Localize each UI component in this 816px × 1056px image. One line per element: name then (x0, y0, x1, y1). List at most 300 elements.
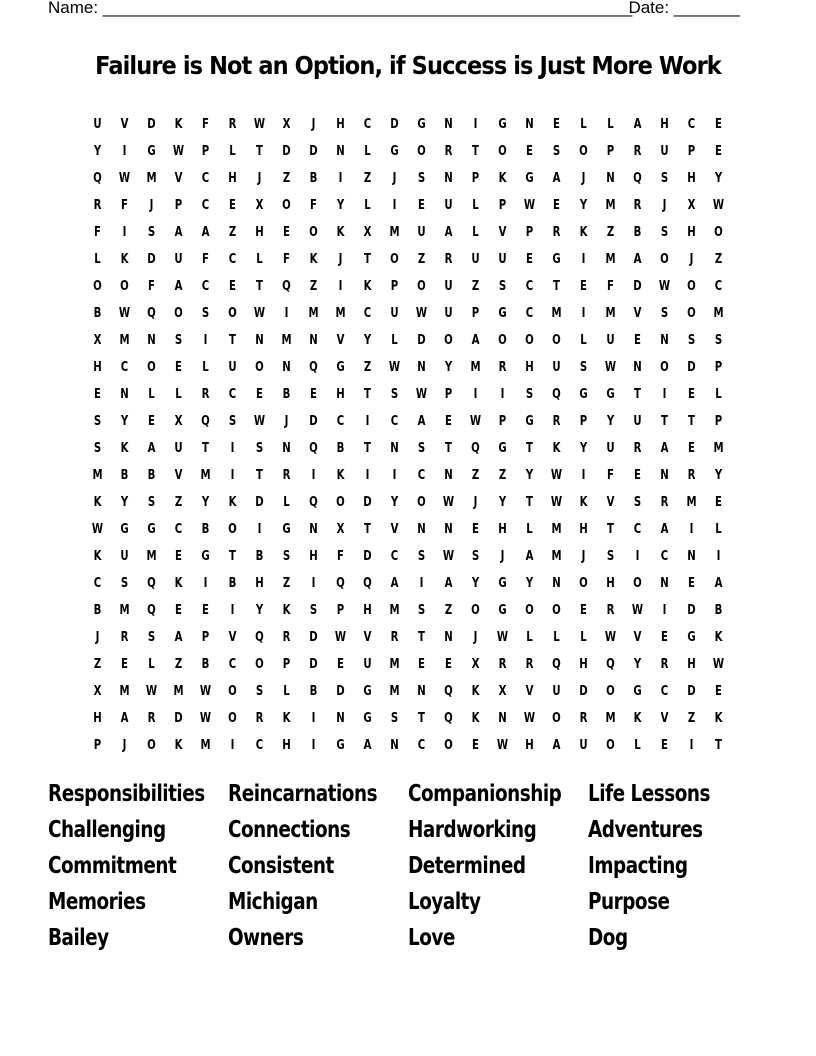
grid-letter[interactable]: N (660, 576, 669, 591)
grid-letter[interactable]: O (660, 360, 669, 375)
grid-letter[interactable]: M (308, 306, 319, 321)
grid-letter[interactable]: I (473, 387, 478, 402)
grid-letter[interactable]: C (174, 522, 183, 537)
grid-letter[interactable]: W (334, 630, 347, 645)
grid-letter[interactable]: A (147, 441, 156, 456)
grid-letter[interactable]: K (282, 603, 291, 618)
grid-letter[interactable]: R (282, 468, 291, 483)
grid-letter[interactable]: U (552, 360, 561, 375)
grid-letter[interactable]: A (660, 441, 669, 456)
grid-letter[interactable]: V (174, 171, 183, 186)
grid-letter[interactable]: C (417, 738, 426, 753)
grid-letter[interactable]: I (662, 603, 667, 618)
grid-letter[interactable]: W (604, 360, 617, 375)
grid-letter[interactable]: T (472, 144, 479, 159)
grid-letter[interactable]: B (714, 603, 723, 618)
grid-letter[interactable]: S (93, 414, 102, 429)
grid-letter[interactable]: T (661, 414, 668, 429)
grid-letter[interactable]: E (688, 387, 695, 402)
grid-letter[interactable]: H (525, 360, 534, 375)
grid-letter[interactable]: K (714, 711, 723, 726)
grid-letter[interactable]: W (442, 549, 455, 564)
grid-letter[interactable]: Q (336, 576, 345, 591)
grid-letter[interactable]: Z (687, 711, 696, 726)
grid-letter[interactable]: I (122, 144, 127, 159)
grid-letter[interactable]: U (444, 198, 453, 213)
grid-letter[interactable]: Z (471, 279, 480, 294)
grid-letter[interactable]: Q (606, 657, 615, 672)
grid-letter[interactable]: K (471, 711, 480, 726)
grid-letter[interactable]: N (660, 333, 669, 348)
grid-letter[interactable]: H (687, 225, 696, 240)
grid-letter[interactable]: Y (336, 198, 345, 213)
grid-letter[interactable]: W (415, 387, 428, 402)
grid-letter[interactable]: M (389, 657, 400, 672)
grid-letter[interactable]: N (444, 468, 453, 483)
grid-letter[interactable]: G (336, 738, 345, 753)
grid-letter[interactable]: K (363, 279, 372, 294)
grid-letter[interactable]: H (687, 657, 696, 672)
grid-letter[interactable]: S (660, 225, 669, 240)
grid-letter[interactable]: P (714, 414, 723, 429)
grid-letter[interactable]: V (633, 630, 642, 645)
grid-letter[interactable]: K (336, 468, 345, 483)
grid-letter[interactable]: V (228, 630, 237, 645)
grid-letter[interactable]: S (282, 549, 291, 564)
grid-letter[interactable]: S (255, 441, 264, 456)
grid-letter[interactable]: O (552, 333, 561, 348)
grid-letter[interactable]: K (498, 171, 507, 186)
grid-letter[interactable]: H (363, 603, 372, 618)
grid-letter[interactable]: V (174, 468, 183, 483)
grid-letter[interactable]: C (714, 279, 723, 294)
grid-letter[interactable]: O (147, 738, 156, 753)
grid-letter[interactable]: N (444, 630, 453, 645)
grid-letter[interactable]: L (364, 198, 371, 213)
grid-letter[interactable]: X (687, 198, 696, 213)
grid-letter[interactable]: U (606, 441, 615, 456)
grid-letter[interactable]: S (714, 333, 723, 348)
grid-letter[interactable]: E (553, 117, 560, 132)
grid-letter[interactable]: K (552, 441, 561, 456)
grid-letter[interactable]: E (661, 630, 668, 645)
grid-letter[interactable]: S (201, 306, 210, 321)
grid-letter[interactable]: K (228, 495, 237, 510)
grid-letter[interactable]: C (363, 117, 372, 132)
grid-letter[interactable]: J (338, 252, 343, 267)
grid-letter[interactable]: Q (309, 441, 318, 456)
grid-letter[interactable]: B (633, 225, 642, 240)
name-line[interactable]: Name: ________________________________________________________ (48, 0, 633, 17)
grid-letter[interactable]: M (470, 360, 481, 375)
grid-letter[interactable]: L (715, 522, 722, 537)
grid-letter[interactable]: Q (282, 279, 291, 294)
grid-letter[interactable]: M (146, 549, 157, 564)
grid-letter[interactable]: M (605, 198, 616, 213)
grid-letter[interactable]: O (228, 306, 237, 321)
grid-letter[interactable]: R (444, 144, 453, 159)
grid-letter[interactable]: O (687, 279, 696, 294)
grid-letter[interactable]: G (390, 144, 399, 159)
grid-letter[interactable]: D (633, 279, 642, 294)
grid-letter[interactable]: S (687, 333, 696, 348)
grid-letter[interactable]: N (120, 387, 129, 402)
grid-letter[interactable]: K (93, 549, 102, 564)
grid-letter[interactable]: D (282, 144, 291, 159)
grid-letter[interactable]: N (309, 333, 318, 348)
grid-letter[interactable]: G (606, 387, 615, 402)
grid-letter[interactable]: J (581, 549, 586, 564)
grid-letter[interactable]: H (336, 117, 345, 132)
grid-letter[interactable]: S (390, 711, 399, 726)
grid-letter[interactable]: P (687, 144, 696, 159)
grid-letter[interactable]: A (390, 576, 399, 591)
grid-letter[interactable]: D (309, 144, 318, 159)
grid-letter[interactable]: Z (228, 225, 237, 240)
grid-letter[interactable]: Q (147, 306, 156, 321)
grid-letter[interactable]: L (283, 495, 290, 510)
grid-letter[interactable]: C (255, 738, 264, 753)
grid-letter[interactable]: E (445, 414, 452, 429)
grid-letter[interactable]: E (661, 738, 668, 753)
grid-letter[interactable]: I (662, 387, 667, 402)
grid-letter[interactable]: F (202, 252, 209, 267)
grid-letter[interactable]: P (444, 387, 453, 402)
grid-letter[interactable]: J (149, 198, 154, 213)
grid-letter[interactable]: I (689, 738, 694, 753)
grid-letter[interactable]: G (498, 306, 507, 321)
grid-letter[interactable]: L (553, 630, 560, 645)
grid-letter[interactable]: X (471, 657, 480, 672)
grid-letter[interactable]: U (444, 306, 453, 321)
grid-letter[interactable]: N (417, 684, 426, 699)
grid-letter[interactable]: A (120, 711, 129, 726)
grid-letter[interactable]: N (417, 360, 426, 375)
grid-letter[interactable]: O (228, 522, 237, 537)
grid-letter[interactable]: E (715, 117, 722, 132)
grid-letter[interactable]: O (687, 306, 696, 321)
grid-letter[interactable]: Y (579, 441, 588, 456)
grid-letter[interactable]: D (309, 414, 318, 429)
grid-letter[interactable]: X (174, 414, 183, 429)
grid-letter[interactable]: M (119, 333, 130, 348)
grid-letter[interactable]: M (686, 495, 697, 510)
grid-letter[interactable]: X (93, 684, 102, 699)
grid-letter[interactable]: I (419, 576, 424, 591)
grid-letter[interactable]: Y (633, 657, 642, 672)
grid-letter[interactable]: I (689, 522, 694, 537)
grid-letter[interactable]: Y (714, 468, 723, 483)
grid-letter[interactable]: R (633, 198, 642, 213)
grid-letter[interactable]: R (228, 117, 237, 132)
grid-letter[interactable]: O (228, 711, 237, 726)
grid-letter[interactable]: S (309, 603, 318, 618)
grid-letter[interactable]: M (389, 225, 400, 240)
grid-letter[interactable]: W (712, 657, 725, 672)
grid-letter[interactable]: R (498, 360, 507, 375)
grid-letter[interactable]: O (606, 684, 615, 699)
grid-letter[interactable]: N (552, 576, 561, 591)
grid-letter[interactable]: H (255, 576, 264, 591)
grid-letter[interactable]: G (363, 684, 372, 699)
grid-letter[interactable]: A (444, 576, 453, 591)
grid-letter[interactable]: N (525, 117, 534, 132)
grid-letter[interactable]: E (94, 387, 101, 402)
grid-letter[interactable]: B (201, 657, 210, 672)
grid-letter[interactable]: T (364, 387, 371, 402)
grid-letter[interactable]: V (606, 495, 615, 510)
grid-letter[interactable]: G (525, 414, 534, 429)
grid-letter[interactable]: S (633, 495, 642, 510)
grid-letter[interactable]: M (389, 684, 400, 699)
grid-letter[interactable]: Q (471, 441, 480, 456)
grid-letter[interactable]: Q (93, 171, 102, 186)
grid-letter[interactable]: Z (471, 468, 480, 483)
grid-letter[interactable]: E (418, 657, 425, 672)
grid-letter[interactable]: T (607, 522, 614, 537)
grid-letter[interactable]: S (93, 441, 102, 456)
grid-letter[interactable]: S (660, 306, 669, 321)
grid-letter[interactable]: R (633, 441, 642, 456)
grid-letter[interactable]: S (552, 144, 561, 159)
grid-letter[interactable]: O (552, 603, 561, 618)
grid-letter[interactable]: Y (93, 144, 102, 159)
grid-letter[interactable]: T (256, 144, 263, 159)
grid-letter[interactable]: E (472, 522, 479, 537)
grid-letter[interactable]: I (635, 549, 640, 564)
grid-letter[interactable]: D (147, 252, 156, 267)
grid-letter[interactable]: W (523, 198, 536, 213)
grid-letter[interactable]: L (580, 117, 587, 132)
grid-letter[interactable]: C (201, 279, 210, 294)
grid-letter[interactable]: X (282, 117, 291, 132)
grid-letter[interactable]: A (714, 576, 723, 591)
grid-letter[interactable]: U (228, 360, 237, 375)
grid-letter[interactable]: J (473, 630, 478, 645)
grid-letter[interactable]: E (580, 279, 587, 294)
grid-letter[interactable]: T (229, 549, 236, 564)
grid-letter[interactable]: O (444, 333, 453, 348)
grid-letter[interactable]: A (363, 738, 372, 753)
grid-letter[interactable]: V (336, 333, 345, 348)
grid-letter[interactable]: O (120, 279, 129, 294)
grid-letter[interactable]: Z (174, 657, 183, 672)
grid-letter[interactable]: Y (579, 198, 588, 213)
grid-letter[interactable]: M (713, 441, 724, 456)
grid-letter[interactable]: G (687, 630, 696, 645)
grid-letter[interactable]: I (311, 468, 316, 483)
grid-letter[interactable]: Z (363, 360, 372, 375)
grid-letter[interactable]: J (662, 198, 667, 213)
grid-letter[interactable]: P (498, 198, 507, 213)
grid-letter[interactable]: O (633, 576, 642, 591)
grid-letter[interactable]: W (388, 360, 401, 375)
grid-letter[interactable]: Q (147, 576, 156, 591)
grid-letter[interactable]: J (284, 414, 289, 429)
grid-letter[interactable]: E (202, 603, 209, 618)
grid-letter[interactable]: D (174, 711, 183, 726)
grid-letter[interactable]: W (253, 117, 266, 132)
grid-letter[interactable]: D (336, 684, 345, 699)
grid-letter[interactable]: X (363, 225, 372, 240)
grid-letter[interactable]: V (390, 522, 399, 537)
grid-letter[interactable]: T (526, 441, 533, 456)
grid-letter[interactable]: M (119, 603, 130, 618)
grid-letter[interactable]: M (605, 711, 616, 726)
grid-letter[interactable]: L (364, 144, 371, 159)
grid-letter[interactable]: U (417, 225, 426, 240)
grid-letter[interactable]: S (120, 576, 129, 591)
grid-letter[interactable]: F (607, 468, 614, 483)
grid-letter[interactable]: T (715, 738, 722, 753)
grid-letter[interactable]: I (338, 279, 343, 294)
grid-letter[interactable]: J (392, 171, 397, 186)
grid-letter[interactable]: O (525, 603, 534, 618)
grid-letter[interactable]: T (526, 495, 533, 510)
grid-letter[interactable]: J (689, 252, 694, 267)
grid-letter[interactable]: Y (120, 414, 129, 429)
grid-letter[interactable]: R (552, 414, 561, 429)
grid-letter[interactable]: C (525, 279, 534, 294)
grid-letter[interactable]: H (93, 711, 102, 726)
grid-letter[interactable]: J (311, 117, 316, 132)
grid-letter[interactable]: K (579, 495, 588, 510)
grid-letter[interactable]: U (174, 441, 183, 456)
grid-letter[interactable]: S (417, 549, 426, 564)
grid-letter[interactable]: E (634, 468, 641, 483)
grid-letter[interactable]: R (498, 657, 507, 672)
grid-letter[interactable]: N (282, 360, 291, 375)
grid-letter[interactable]: D (579, 684, 588, 699)
grid-letter[interactable]: E (553, 198, 560, 213)
grid-letter[interactable]: L (607, 117, 614, 132)
grid-letter[interactable]: O (714, 225, 723, 240)
grid-letter[interactable]: L (229, 144, 236, 159)
grid-letter[interactable]: M (713, 306, 724, 321)
grid-letter[interactable]: F (148, 279, 155, 294)
grid-letter[interactable]: R (147, 711, 156, 726)
grid-letter[interactable]: K (93, 495, 102, 510)
grid-letter[interactable]: C (390, 414, 399, 429)
grid-letter[interactable]: O (606, 738, 615, 753)
grid-letter[interactable]: R (201, 387, 210, 402)
grid-letter[interactable]: I (365, 414, 370, 429)
grid-letter[interactable]: V (525, 684, 534, 699)
grid-letter[interactable]: O (390, 252, 399, 267)
grid-letter[interactable]: M (605, 252, 616, 267)
grid-letter[interactable]: S (147, 495, 156, 510)
grid-letter[interactable]: F (283, 252, 290, 267)
grid-letter[interactable]: E (526, 144, 533, 159)
grid-letter[interactable]: H (579, 657, 588, 672)
grid-letter[interactable]: E (445, 657, 452, 672)
grid-letter[interactable]: Z (714, 252, 723, 267)
grid-letter[interactable]: U (579, 738, 588, 753)
grid-letter[interactable]: N (309, 522, 318, 537)
grid-letter[interactable]: H (660, 117, 669, 132)
grid-letter[interactable]: C (687, 117, 696, 132)
grid-letter[interactable]: K (120, 252, 129, 267)
grid-letter[interactable]: T (418, 711, 425, 726)
grid-letter[interactable]: H (336, 387, 345, 402)
grid-letter[interactable]: E (337, 657, 344, 672)
grid-letter[interactable]: Y (390, 495, 399, 510)
grid-letter[interactable]: I (230, 468, 235, 483)
grid-letter[interactable]: E (283, 225, 290, 240)
grid-letter[interactable]: T (202, 441, 209, 456)
grid-letter[interactable]: O (525, 333, 534, 348)
grid-letter[interactable]: G (417, 117, 426, 132)
grid-letter[interactable]: G (498, 441, 507, 456)
grid-letter[interactable]: L (580, 333, 587, 348)
grid-letter[interactable]: T (553, 279, 560, 294)
grid-letter[interactable]: Z (444, 603, 453, 618)
grid-letter[interactable]: S (228, 414, 237, 429)
grid-letter[interactable]: I (311, 738, 316, 753)
grid-letter[interactable]: L (283, 684, 290, 699)
grid-letter[interactable]: M (605, 306, 616, 321)
grid-letter[interactable]: E (472, 738, 479, 753)
grid-letter[interactable]: O (255, 360, 264, 375)
grid-letter[interactable]: H (255, 225, 264, 240)
grid-letter[interactable]: O (660, 252, 669, 267)
grid-letter[interactable]: E (688, 441, 695, 456)
grid-letter[interactable]: E (229, 279, 236, 294)
grid-letter[interactable]: L (148, 387, 155, 402)
grid-letter[interactable]: W (604, 630, 617, 645)
grid-letter[interactable]: U (633, 414, 642, 429)
grid-letter[interactable]: W (658, 279, 671, 294)
grid-letter[interactable]: J (257, 171, 262, 186)
grid-letter[interactable]: E (580, 603, 587, 618)
grid-letter[interactable]: M (119, 684, 130, 699)
grid-letter[interactable]: R (282, 630, 291, 645)
grid-letter[interactable]: Q (552, 387, 561, 402)
grid-letter[interactable]: W (496, 630, 509, 645)
grid-letter[interactable]: C (201, 198, 210, 213)
grid-letter[interactable]: H (309, 549, 318, 564)
grid-letter[interactable]: C (417, 468, 426, 483)
grid-letter[interactable]: V (498, 225, 507, 240)
grid-letter[interactable]: F (94, 225, 101, 240)
grid-letter[interactable]: F (310, 198, 317, 213)
grid-letter[interactable]: E (715, 144, 722, 159)
grid-letter[interactable]: X (336, 522, 345, 537)
grid-letter[interactable]: K (309, 252, 318, 267)
grid-letter[interactable]: W (631, 603, 644, 618)
grid-letter[interactable]: E (175, 603, 182, 618)
grid-letter[interactable]: W (550, 468, 563, 483)
grid-letter[interactable]: D (687, 684, 696, 699)
grid-letter[interactable]: O (336, 495, 345, 510)
grid-letter[interactable]: V (633, 306, 642, 321)
grid-letter[interactable]: N (660, 468, 669, 483)
grid-letter[interactable]: R (660, 657, 669, 672)
grid-letter[interactable]: R (120, 630, 129, 645)
grid-letter[interactable]: I (500, 387, 505, 402)
grid-letter[interactable]: A (633, 252, 642, 267)
grid-letter[interactable]: I (311, 711, 316, 726)
grid-letter[interactable]: B (93, 603, 102, 618)
grid-letter[interactable]: K (471, 684, 480, 699)
grid-letter[interactable]: S (525, 387, 534, 402)
grid-letter[interactable]: Y (714, 171, 723, 186)
grid-letter[interactable]: L (472, 225, 479, 240)
grid-letter[interactable]: L (715, 387, 722, 402)
grid-letter[interactable]: F (121, 198, 128, 213)
grid-letter[interactable]: Q (309, 495, 318, 510)
grid-letter[interactable]: N (687, 549, 696, 564)
